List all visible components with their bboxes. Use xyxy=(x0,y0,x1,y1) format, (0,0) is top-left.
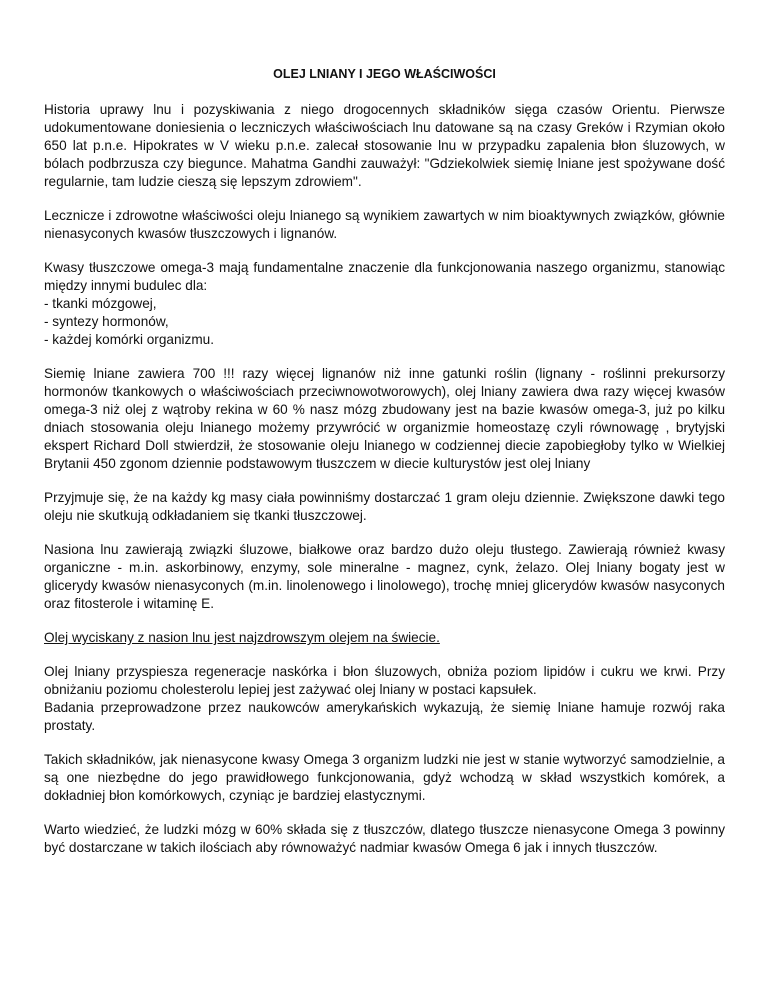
paragraph-omega3 xyxy=(44,259,725,349)
benefits-research: Badania przeprowadzone przez naukowców amerykańskich wykazują, że siemię lniane hamuje rozwój raka prostaty. xyxy=(44,700,725,733)
paragraph-dosage: Przyjmuje się, że na każdy kg masy ciała powinniśmy dostarczać 1 gram oleju dziennie. Zwiększone dawki tego oleju nie skutkują odkładaniem się tkanki tłuszczowej. xyxy=(44,490,725,523)
paragraph-essential: Takich składników, jak nienasycone kwasy Omega 3 organizm ludzki nie jest w stanie wytworzyć samodzielnie, a są one niezbędne do jego prawidłowego funkcjonowania, gdyż wchodzą w skład wszystkich komórek, a dokładniej błon komórkowych, czyniąc je bardziej elastycznymi. xyxy=(44,752,725,803)
list-item: - każdej komórki organizmu. xyxy=(44,332,214,347)
paragraph-brain: Warto wiedzieć, że ludzki mózg w 60% składa się z tłuszczów, dlatego tłuszcze nienasycone Omega 3 powinny być dostarczane w takich ilościach aby równoważyć nadmiar kwasów Omega 6 jak i innych tłuszczów. xyxy=(44,822,725,855)
benefits-regeneration: Olej lniany przyspiesza regeneracje naskórka i błon śluzowych, obniża poziom lipidów i cukru we krwi. Przy obniżaniu poziomu cholesterolu lepiej jest zażywać olej lniany w postaci kapsułek. xyxy=(44,664,725,697)
list-item: - syntezy hormonów, xyxy=(44,314,169,329)
omega3-list xyxy=(44,295,725,349)
document-page xyxy=(44,66,725,873)
paragraph-history: Historia uprawy lnu i pozyskiwania z niego drogocennych składników sięga czasów Orientu. Pierwsze udokumentowane doniesienia o leczniczych właściwościach lnu datowane są na czasy Greków i Rzymian około 650 lat p.n.e. Hipokrates w V wieku p.n.e. zalecał stosowanie lnu w przypadku zapalenia błon śluzowych, w bólach podbrzusza czy biegunce. Mahatma Gandhi zauważył: "Gdziekolwiek siemię lniane jest spożywane dość regularnie, tam ludzie cieszą się lepszym zdrowiem". xyxy=(44,102,725,189)
paragraph-seeds: Nasiona lnu zawierają związki śluzowe, białkowe oraz bardzo dużo oleju tłustego. Zawierają również kwasy organiczne - m.in. askorbinowy, enzymy, sole mineralne - magnez, cynk, żelazo. Olej lniany bogaty jest w glicerydy kwasów nienasyconych (m.in. linolenowego i linolowego), trochę mniej glicerydów kwasów nasyconych oraz fitosterole i witaminę E. xyxy=(44,542,725,611)
paragraph-healthiest-oil xyxy=(44,629,725,647)
paragraph-properties: Lecznicze i zdrowotne właściwości oleju lnianego są wynikiem zawartych w nim bioaktywnych związków, głównie nienasyconych kwasów tłuszczowych i lignanów. xyxy=(44,208,725,241)
list-item: - tkanki mózgowej, xyxy=(44,296,157,311)
underlined-statement: Olej wyciskany z nasion lnu jest najzdrowszym olejem na świecie. xyxy=(44,630,440,645)
paragraph-lignans: Siemię lniane zawiera 700 !!! razy więcej lignanów niż inne gatunki roślin (lignany - roślinni prekursorzy hormonów tkankowych o właściwościach przeciwnowotworowych), olej lniany zawiera dwa razy więcej kwasów omega-3 niż olej z wątroby rekina w 60 % nasz mózg zbudowany jest na bazie kwasów omega-3, już po kilku dniach stosowania oleju lnianego możemy przywrócić w organizmie homeostazę czyli równowagę , brytyjski ekspert Richard Doll stwierdził, że stosowanie oleju lnianego w codziennej diecie zapobiegłoby tylko w Wielkiej Brytanii 450 zgonom dziennie podstawowym tłuszczem w diecie kulturystów jest olej lniany xyxy=(44,366,725,471)
paragraph-benefits xyxy=(44,663,725,735)
document-title: OLEJ LNIANY I JEGO WŁAŚCIWOŚCI xyxy=(273,67,496,81)
omega3-intro: Kwasy tłuszczowe omega-3 mają fundamentalne znaczenie dla funkcjonowania naszego organizmu, stanowiąc między innymi budulec dla: xyxy=(44,260,725,293)
